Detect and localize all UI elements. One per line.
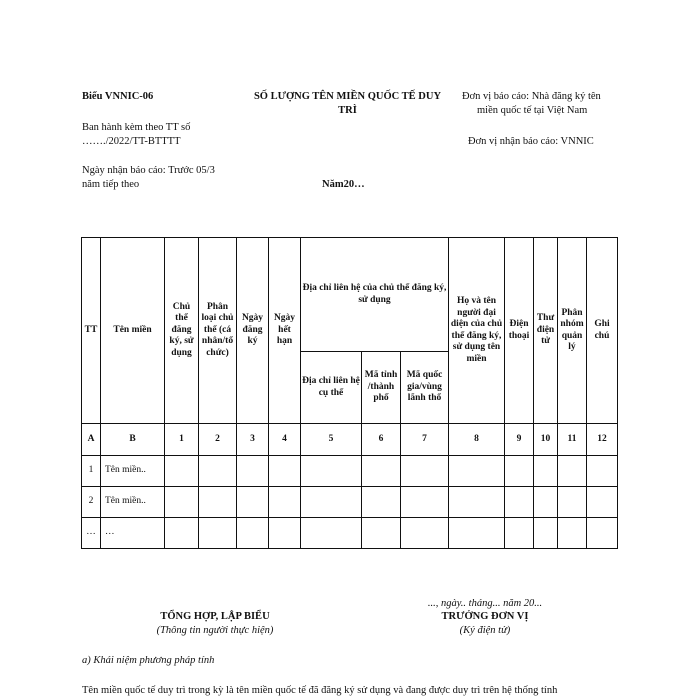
header-management-group: Phân nhóm quản lý	[558, 238, 587, 424]
header-registered-date: Ngày đăng ký	[237, 238, 269, 424]
receiver-unit: Đơn vị nhận báo cáo: VNNIC	[468, 136, 594, 147]
header-address-group: Địa chỉ liên hệ của chủ thể đăng ký, sử dụng	[301, 238, 449, 352]
row-tt: 2	[82, 487, 101, 518]
index-cell: 2	[199, 424, 237, 456]
head-of-unit-title: TRƯỞNG ĐƠN VỊ	[441, 611, 529, 622]
page-title-line-1: SỐ LƯỢNG TÊN MIỀN QUỐC TẾ DUY	[253, 91, 442, 102]
index-cell: A	[82, 424, 101, 456]
header-domain: Tên miền	[101, 238, 165, 424]
table-row	[82, 487, 618, 518]
signature-date-line: ..., ngày.. tháng... năm 20...	[427, 598, 543, 609]
domain-report-table	[81, 237, 618, 549]
header-tt: TT	[82, 238, 101, 424]
row-tt: 1	[82, 456, 101, 487]
index-cell: 4	[269, 424, 301, 456]
header-province-code: Mã tỉnh /thành phố	[362, 352, 401, 424]
index-cell: 8	[449, 424, 505, 456]
section-heading: a) Khái niệm phương pháp tính	[82, 655, 215, 666]
issued-line-1: Ban hành kèm theo TT số	[82, 122, 191, 133]
index-cell: 9	[505, 424, 534, 456]
reporter-line-2: miền quốc tế tại Việt Nam	[477, 105, 588, 116]
report-year: Năm20…	[322, 179, 365, 190]
index-cell: B	[101, 424, 165, 456]
compiler-title: TỔNG HỢP, LẬP BIỂU	[160, 611, 270, 622]
index-cell: 10	[534, 424, 558, 456]
page-title-line-2: TRÌ	[338, 105, 357, 116]
index-cell: 12	[587, 424, 618, 456]
header-phone: Điện thoại	[505, 238, 534, 424]
header-notes: Ghi chú	[587, 238, 618, 424]
index-cell: 7	[401, 424, 449, 456]
index-cell: 6	[362, 424, 401, 456]
issued-line-2: ……./2022/TT-BTTTT	[82, 136, 181, 147]
index-cell: 1	[165, 424, 199, 456]
reporter-line-1: Đơn vị báo cáo: Nhà đăng ký tên	[462, 91, 601, 102]
header-expiry-date: Ngày hết hạn	[269, 238, 301, 424]
row-domain: Tên miền..	[101, 456, 165, 487]
header-representative: Họ và tên người đại diện của chủ thể đăng ký, sử dụng tên miền	[449, 238, 505, 424]
row-tt: …	[82, 518, 101, 549]
compiler-subtitle: (Thông tin người thực hiện)	[156, 625, 274, 636]
row-domain: Tên miền..	[101, 487, 165, 518]
header-specific-address: Địa chỉ liên hệ cụ thể	[301, 352, 362, 424]
index-row	[82, 424, 618, 456]
table-row	[82, 518, 618, 549]
index-cell: 3	[237, 424, 269, 456]
header-registrant-type: Phân loại chủ thể (cá nhân/tổ chức)	[199, 238, 237, 424]
table-row	[82, 456, 618, 487]
header-country-code: Mã quốc gia/vùng lãnh thổ	[401, 352, 449, 424]
header-registrant: Chủ thể đăng ký, sử dụng	[165, 238, 199, 424]
body-paragraph: Tên miền quốc tế duy trì trong kỳ là tên miền quốc tế đã đăng ký sử dụng và đang được duy trì trên hệ thống tính	[82, 685, 558, 696]
row-domain: …	[101, 518, 165, 549]
header-email: Thư điện tử	[534, 238, 558, 424]
form-code: Biểu VNNIC-06	[82, 91, 154, 102]
index-cell: 5	[301, 424, 362, 456]
receive-date-line-1: Ngày nhận báo cáo: Trước 05/3	[82, 165, 215, 176]
receive-date-line-2: năm tiếp theo	[82, 179, 140, 190]
head-of-unit-subtitle: (Ký điện tử)	[459, 625, 511, 636]
index-cell: 11	[558, 424, 587, 456]
